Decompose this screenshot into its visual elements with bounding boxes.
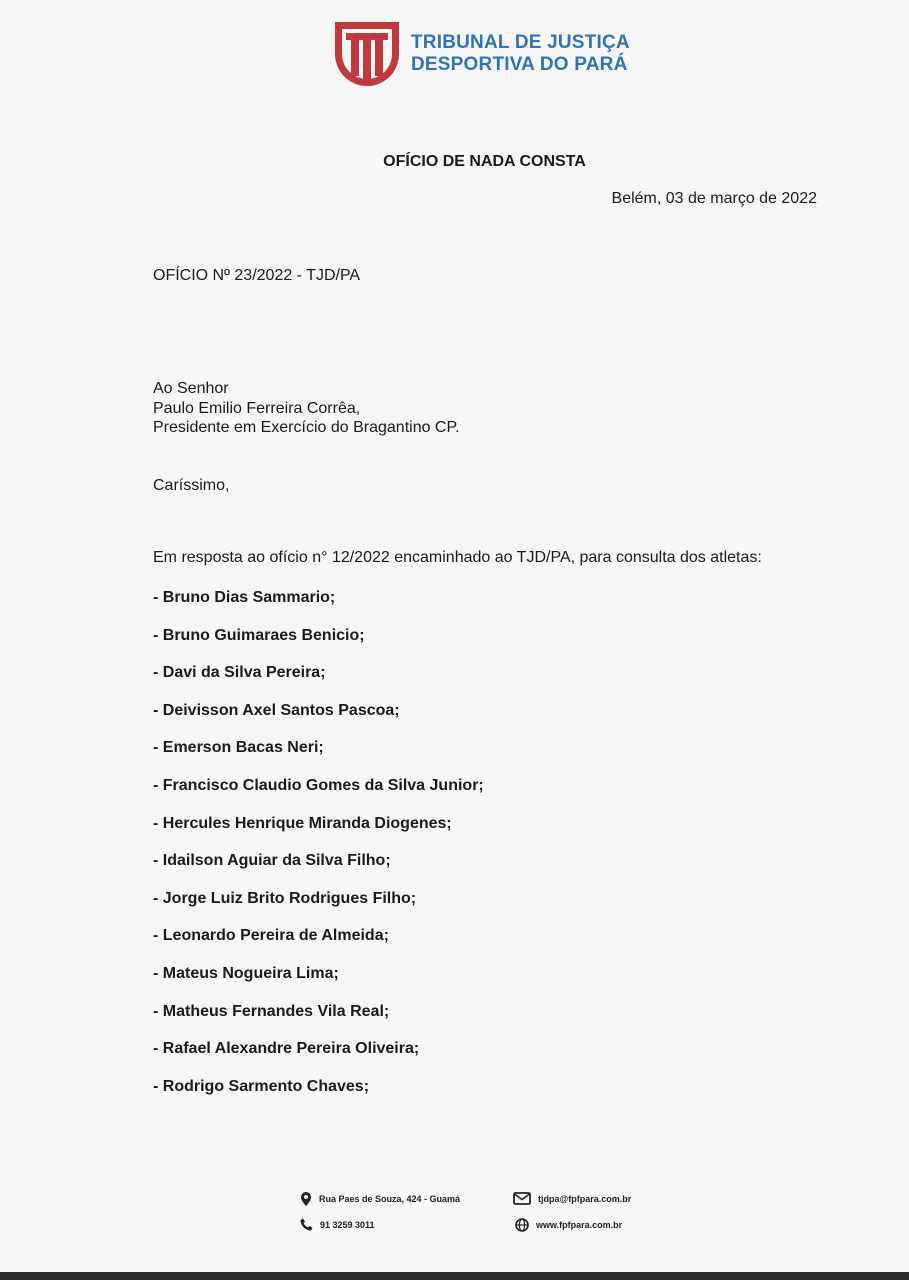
footer-email-text[interactable]: tjdpa@fpfpara.com.br <box>538 1193 632 1204</box>
footer-email[interactable] <box>513 1192 631 1205</box>
letterhead <box>333 20 653 90</box>
location-pin-icon <box>300 1192 312 1206</box>
list-item: - Leonardo Pereira de Almeida; <box>153 927 389 945</box>
addressee-title: Presidente em Exercício do Bragantino CP. <box>153 419 460 436</box>
list-item: - Matheus Fernandes Vila Real; <box>153 1002 390 1020</box>
document-date: Belém, 03 de março de 2022 <box>611 190 817 207</box>
footer-address-text: Rua Paes de Souza, 424 - Guamá <box>319 1194 461 1204</box>
list-item: - Rodrigo Sarmento Chaves; <box>153 1077 370 1095</box>
list-item: - Bruno Dias Sammario; <box>153 589 336 606</box>
footer-phone <box>300 1218 375 1231</box>
bottom-edge-bar <box>0 1272 909 1280</box>
organization-name <box>411 32 630 76</box>
addressee-salutation: Ao Senhor <box>153 380 229 397</box>
list-item: - Jorge Luiz Brito Rodrigues Filho; <box>153 889 417 907</box>
list-item: - Mateus Nogueira Lima; <box>153 964 339 982</box>
footer-website[interactable] <box>515 1218 622 1232</box>
organization-name-line2: DESPORTIVA DO PARÁ <box>411 54 628 75</box>
addressee-name: Paulo Emilio Ferreira Corrêa, <box>153 399 361 417</box>
phone-icon <box>300 1218 313 1231</box>
list-item: - Bruno Guimaraes Benicio; <box>153 626 365 644</box>
globe-icon <box>515 1218 529 1232</box>
footer-phone-text: 91 3259 3011 <box>320 1219 375 1230</box>
greeting: Caríssimo, <box>153 477 230 494</box>
document-title: OFÍCIO DE NADA CONSTA <box>383 153 586 170</box>
document-reference: OFÍCIO Nº 23/2022 - TJD/PA <box>153 267 361 284</box>
list-item: - Deivisson Axel Santos Pascoa; <box>153 701 400 719</box>
footer-website-text[interactable]: www.fpfpara.com.br <box>536 1220 623 1230</box>
addressee-block <box>153 379 460 438</box>
tjd-shield-logo-icon <box>333 20 401 88</box>
list-item: - Hercules Henrique Miranda Diogenes; <box>153 814 452 832</box>
organization-name-line1: TRIBUNAL DE JUSTIÇA <box>411 32 630 53</box>
list-item: - Francisco Claudio Gomes da Silva Junior; <box>153 776 484 794</box>
mail-icon <box>513 1192 531 1205</box>
list-item: - Emerson Bacas Neri; <box>153 739 324 757</box>
list-item: - Idailson Aguiar da Silva Filho; <box>153 852 391 870</box>
list-item: - Davi da Silva Pereira; <box>153 664 326 682</box>
footer-address <box>300 1192 460 1206</box>
list-item: - Rafael Alexandre Pereira Oliveira; <box>153 1040 420 1058</box>
intro-paragraph: Em resposta ao ofício n° 12/2022 encaminhado ao TJD/PA, para consulta dos atletas: <box>153 549 762 566</box>
athlete-list <box>153 588 484 1114</box>
letter-footer <box>300 1190 660 1240</box>
